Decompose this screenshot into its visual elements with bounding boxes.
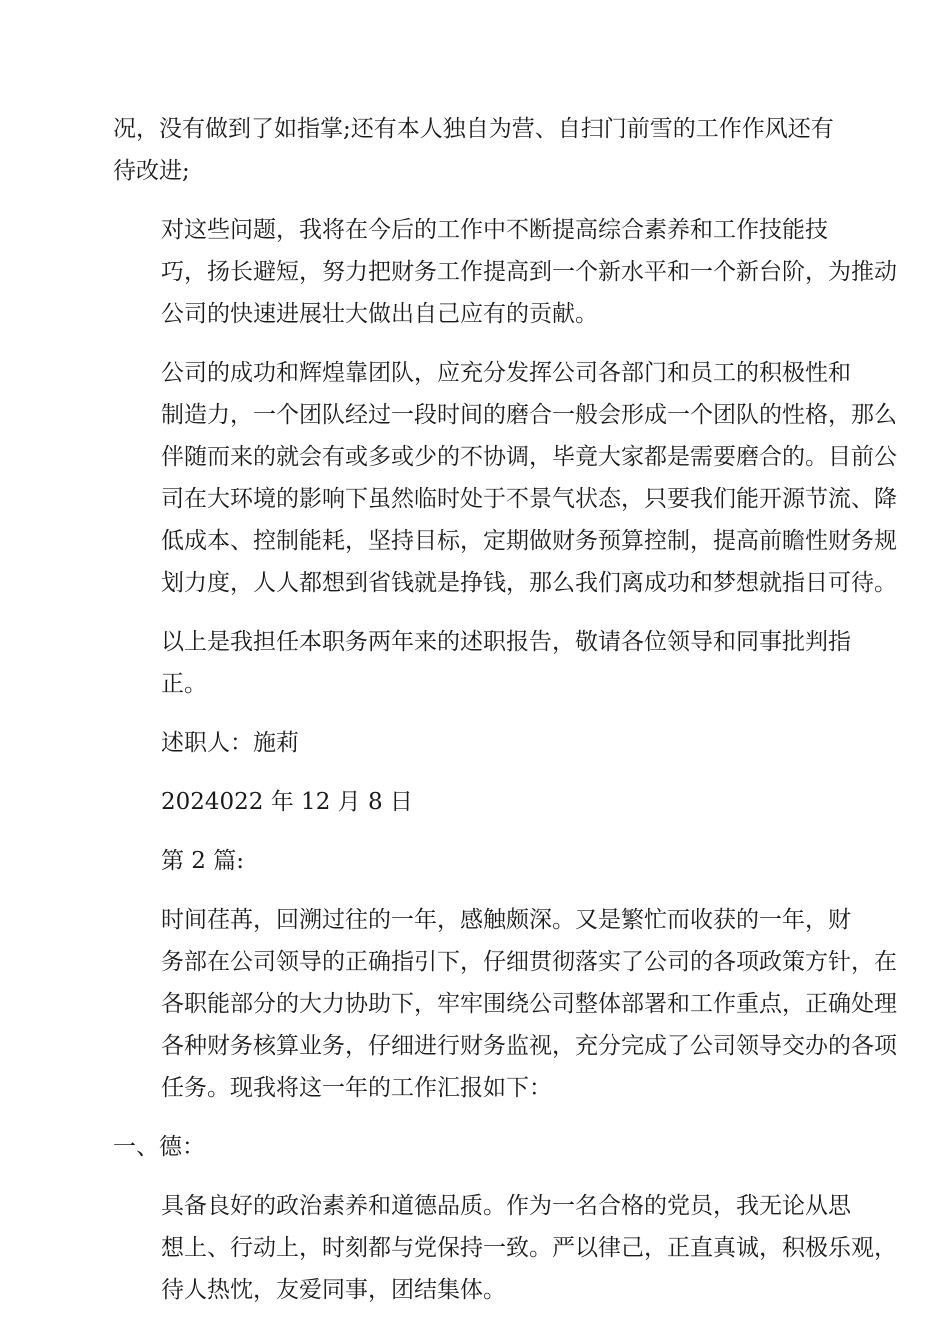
paragraph [113, 209, 897, 335]
paragraph-line: 述职人：施莉 [161, 730, 299, 756]
paragraph-line: 2024022 年 12 月 8 日 [161, 789, 413, 815]
paragraph-line: 公司的成功和辉煌靠团队，应充分发挥公司各部门和员工的积极性和 [161, 360, 851, 386]
paragraph-line: 对这些问题，我将在今后的工作中不断提高综合素养和工作技能技 [161, 217, 828, 243]
paragraph [113, 621, 851, 705]
paragraph-line: 务部在公司领导的正确指引下，仔细贯彻落实了公司的各项政策方针，在 [161, 949, 897, 975]
paragraph-line: 低成本、控制能耗，坚持目标，定期做财务预算控制，提高前瞻性财务规 [161, 528, 897, 554]
document-body [113, 108, 897, 1328]
paragraph-line: 正。 [161, 671, 207, 697]
paragraph-line: 司在大环境的影响下虽然临时处于不景气状态，只要我们能开源节流、降 [161, 486, 897, 512]
paragraph-line: 一、德： [113, 1134, 205, 1160]
paragraph [113, 899, 897, 1109]
paragraph-line: 具备良好的政治素养和道德品质。作为一名合格的党员，我无论从思 [161, 1193, 851, 1219]
paragraph-line: 伴随而来的就会有或多或少的不协调，毕竟大家都是需要磨合的。目前公 [161, 444, 897, 470]
paragraph [113, 1126, 838, 1168]
paragraph [113, 108, 838, 192]
paragraph [113, 722, 838, 764]
paragraph-line: 想上、行动上，时刻都与党保持一致。严以律己，正直真诚，积极乐观， [161, 1235, 897, 1261]
paragraph [113, 781, 838, 823]
paragraph-line: 各职能部分的大力协助下，牢牢围绕公司整体部署和工作重点，正确处理 [161, 991, 897, 1017]
paragraph-line: 待改进; [113, 158, 190, 184]
paragraph [113, 840, 838, 882]
paragraph-line: 以上是我担任本职务两年来的述职报告，敬请各位领导和同事批判指 [161, 629, 851, 655]
paragraph-line: 划力度，人人都想到省钱就是挣钱，那么我们离成功和梦想就指日可待。 [161, 570, 897, 596]
paragraph-line: 各种财务核算业务，仔细进行财务监视，充分完成了公司领导交办的各项 [161, 1033, 897, 1059]
paragraph-line: 巧，扬长避短，努力把财务工作提高到一个新水平和一个新台阶，为推动 [161, 259, 897, 285]
paragraph-line: 待人热忱，友爱同事，团结集体。 [161, 1277, 506, 1303]
paragraph [113, 1185, 897, 1311]
paragraph-line: 公司的快速进展壮大做出自己应有的贡献。 [161, 301, 598, 327]
paragraph-line: 况，没有做到了如指掌;还有本人独自为营、自扫门前雪的工作作风还有 [113, 116, 834, 142]
paragraph-line: 任务。现我将这一年的工作汇报如下： [161, 1075, 552, 1101]
paragraph [113, 352, 897, 604]
paragraph-line: 时间荏苒，回溯过往的一年，感触颇深。又是繁忙而收获的一年，财 [161, 907, 851, 933]
paragraph-line: 制造力，一个团队经过一段时间的磨合一般会形成一个团队的性格，那么 [161, 402, 897, 428]
paragraph-line: 第 2 篇: [161, 848, 245, 874]
